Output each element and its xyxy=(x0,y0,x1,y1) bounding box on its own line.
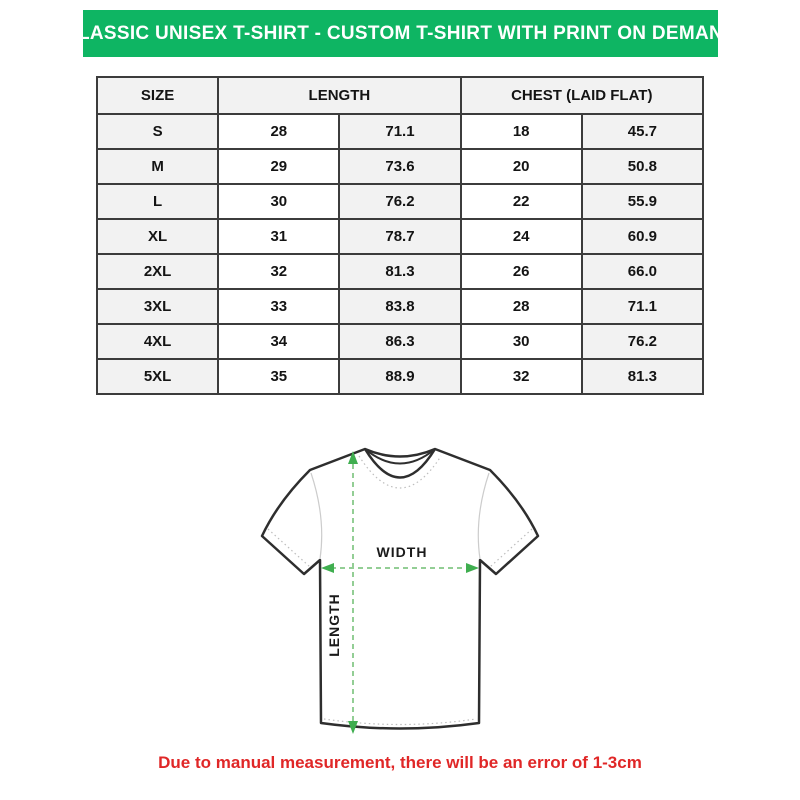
cell-size: XL xyxy=(97,219,218,254)
cell-chest-cm: 45.7 xyxy=(582,114,703,149)
table-row xyxy=(97,254,703,289)
cell-size: M xyxy=(97,149,218,184)
cell-length-cm: 81.3 xyxy=(339,254,460,289)
size-chart xyxy=(96,76,704,395)
size-chart-body xyxy=(97,114,703,394)
cell-chest-cm: 76.2 xyxy=(582,324,703,359)
cell-length-cm: 71.1 xyxy=(339,114,460,149)
cell-chest-in: 26 xyxy=(461,254,582,289)
length-label: LENGTH xyxy=(326,593,342,657)
cell-length-cm: 73.6 xyxy=(339,149,460,184)
cell-chest-cm: 50.8 xyxy=(582,149,703,184)
cell-chest-in: 30 xyxy=(461,324,582,359)
cell-length-in: 33 xyxy=(218,289,339,324)
cell-length-cm: 76.2 xyxy=(339,184,460,219)
tshirt-diagram xyxy=(240,440,560,760)
width-label: WIDTH xyxy=(376,544,428,560)
measurement-error-note: Due to manual measurement, there will be an error of 1-3cm xyxy=(158,753,642,772)
cell-chest-in: 24 xyxy=(461,219,582,254)
cell-chest-in: 20 xyxy=(461,149,582,184)
cell-length-cm: 78.7 xyxy=(339,219,460,254)
tshirt-outline xyxy=(262,449,538,729)
cell-chest-cm: 60.9 xyxy=(582,219,703,254)
size-chart-table xyxy=(96,76,704,395)
cell-length-in: 31 xyxy=(218,219,339,254)
cell-length-in: 30 xyxy=(218,184,339,219)
cell-length-in: 34 xyxy=(218,324,339,359)
column-header-size: SIZE xyxy=(97,77,218,114)
cell-size: L xyxy=(97,184,218,219)
cell-length-in: 28 xyxy=(218,114,339,149)
table-row xyxy=(97,114,703,149)
cell-length-in: 29 xyxy=(218,149,339,184)
cell-size: 3XL xyxy=(97,289,218,324)
cell-size: 4XL xyxy=(97,324,218,359)
cell-chest-cm: 71.1 xyxy=(582,289,703,324)
cell-chest-cm: 81.3 xyxy=(582,359,703,394)
table-row xyxy=(97,324,703,359)
table-row xyxy=(97,149,703,184)
table-row xyxy=(97,289,703,324)
cell-length-in: 32 xyxy=(218,254,339,289)
cell-chest-in: 28 xyxy=(461,289,582,324)
title-banner xyxy=(63,10,738,57)
column-header-length: LENGTH xyxy=(218,77,460,114)
cell-length-cm: 88.9 xyxy=(339,359,460,394)
cell-chest-cm: 66.0 xyxy=(582,254,703,289)
table-row xyxy=(97,184,703,219)
cell-size: 5XL xyxy=(97,359,218,394)
cell-chest-cm: 55.9 xyxy=(582,184,703,219)
header-row xyxy=(97,77,703,114)
cell-length-cm: 86.3 xyxy=(339,324,460,359)
cell-size: S xyxy=(97,114,218,149)
column-header-chest: CHEST (LAID FLAT) xyxy=(461,77,703,114)
table-row xyxy=(97,219,703,254)
page-title: CLASSIC UNISEX T-SHIRT - CUSTOM T-SHIRT WITH PRINT ON DEMAND xyxy=(63,22,738,44)
cell-chest-in: 32 xyxy=(461,359,582,394)
cell-chest-in: 18 xyxy=(461,114,582,149)
table-row xyxy=(97,359,703,394)
cell-length-in: 35 xyxy=(218,359,339,394)
cell-size: 2XL xyxy=(97,254,218,289)
cell-chest-in: 22 xyxy=(461,184,582,219)
cell-length-cm: 83.8 xyxy=(339,289,460,324)
